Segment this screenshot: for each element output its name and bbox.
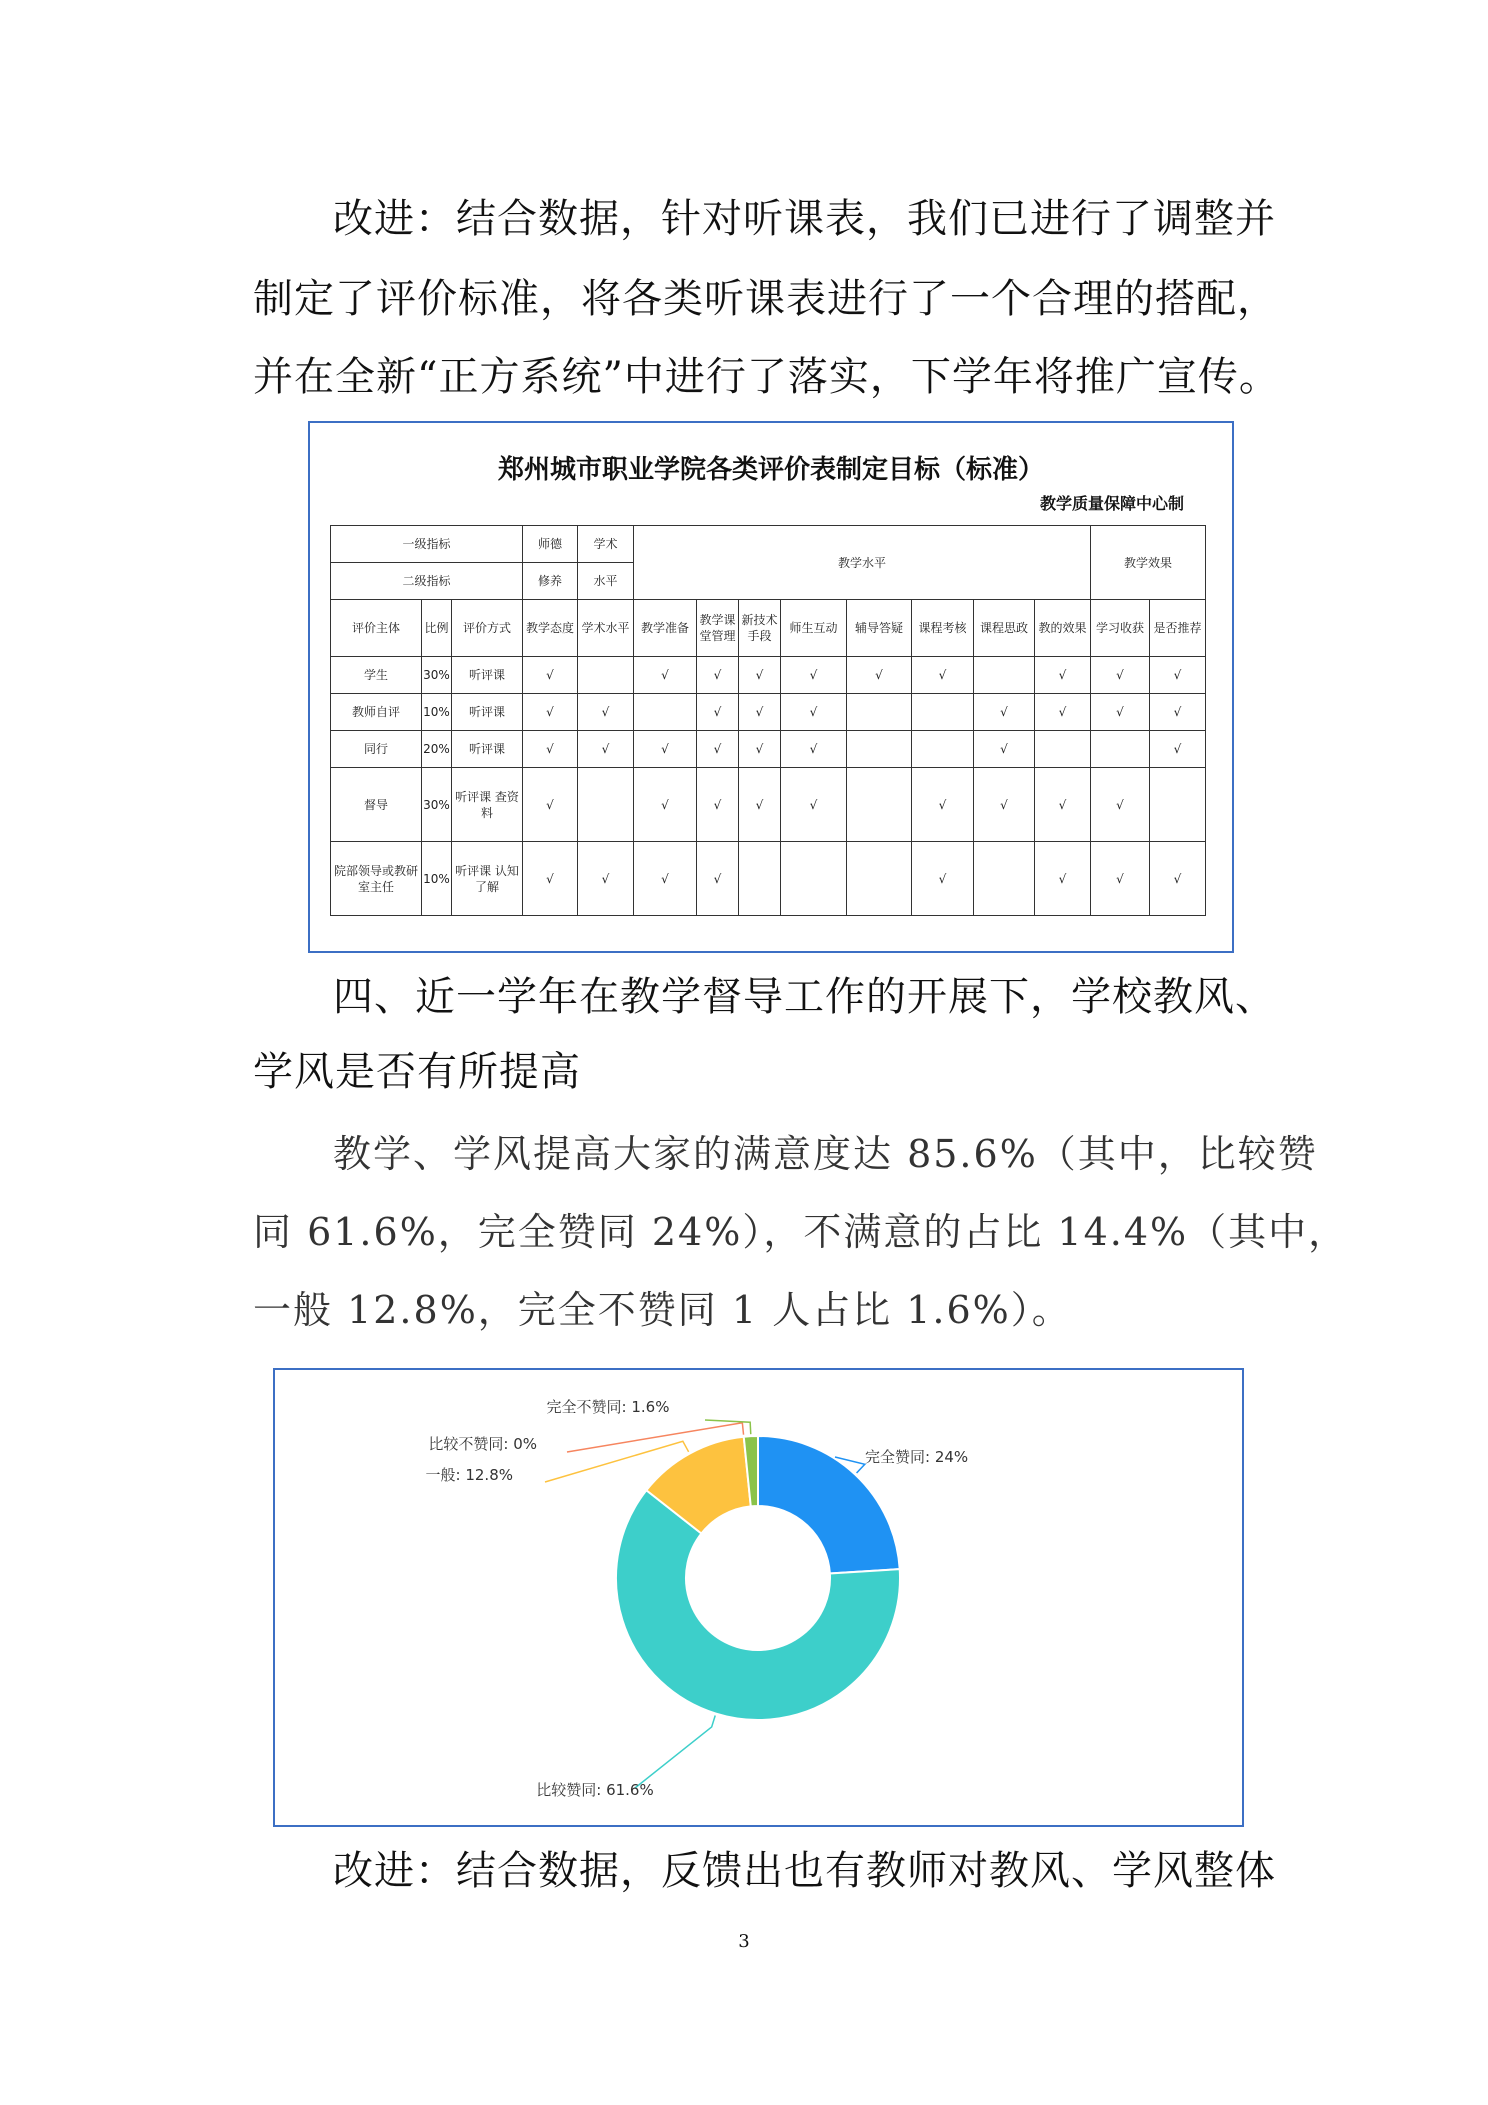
- row-label-cell: 听评课 认知了解: [452, 842, 523, 916]
- table-title: 郑州城市职业学院各类评价表制定目标（标准）: [497, 455, 1044, 485]
- check-cell: √: [974, 731, 1035, 768]
- level1-cell: 师德: [523, 526, 578, 563]
- check-cell: √: [1091, 842, 1150, 916]
- table-body: [331, 657, 1206, 916]
- row-label-cell: 30%: [422, 768, 452, 842]
- slice-label: 比较不赞同: 0%: [428, 1435, 537, 1453]
- check-cell: [578, 657, 634, 694]
- check-cell: √: [781, 731, 847, 768]
- check-cell: √: [578, 842, 634, 916]
- satisfaction-chart-figure: [273, 1368, 1244, 1827]
- check-cell: [974, 842, 1035, 916]
- check-cell: √: [1150, 694, 1206, 731]
- paragraph-line: 并在全新“正方系统”中进行了落实，下学年将推广宣传。: [253, 354, 1280, 400]
- paragraph-line: 改进：结合数据，针对听课表，我们已进行了调整并: [333, 196, 1276, 242]
- check-cell: √: [523, 842, 578, 916]
- header-cell: 辅导答疑: [847, 600, 912, 657]
- check-cell: √: [912, 842, 974, 916]
- row-label-cell: 10%: [422, 694, 452, 731]
- check-cell: √: [578, 694, 634, 731]
- header-cell: 学术水平: [578, 600, 634, 657]
- page-number: 3: [738, 1931, 750, 1952]
- row-label-cell: 30%: [422, 657, 452, 694]
- check-cell: √: [1091, 657, 1150, 694]
- check-cell: √: [739, 731, 781, 768]
- check-cell: √: [739, 694, 781, 731]
- check-cell: [634, 694, 697, 731]
- row-label-cell: 院部领导或教研室主任: [331, 842, 422, 916]
- check-cell: [847, 768, 912, 842]
- check-cell: √: [1091, 768, 1150, 842]
- label-leader-line: [635, 1716, 715, 1788]
- level1-cell: 学术: [578, 526, 634, 563]
- header-cell: 新技术手段: [739, 600, 781, 657]
- check-cell: √: [1150, 731, 1206, 768]
- check-cell: √: [697, 842, 739, 916]
- table-row: [331, 694, 1206, 731]
- table-subtitle: 教学质量保障中心制: [1039, 494, 1184, 513]
- row-label-cell: 听评课: [452, 694, 523, 731]
- table-row: [331, 842, 1206, 916]
- header-cell: 课程思政: [974, 600, 1035, 657]
- check-cell: √: [697, 694, 739, 731]
- check-cell: √: [974, 768, 1035, 842]
- donut-chart: [275, 1370, 1242, 1825]
- check-cell: √: [697, 657, 739, 694]
- check-cell: √: [1150, 842, 1206, 916]
- row-label-cell: 20%: [422, 731, 452, 768]
- check-cell: √: [739, 768, 781, 842]
- check-cell: [578, 768, 634, 842]
- header-cell: 教的效果: [1035, 600, 1091, 657]
- check-cell: √: [523, 731, 578, 768]
- header-cell: 课程考核: [912, 600, 974, 657]
- check-cell: [781, 842, 847, 916]
- check-cell: √: [634, 842, 697, 916]
- level2-cell: 修养: [523, 563, 578, 600]
- header-cell: 教学课堂管理: [697, 600, 739, 657]
- header-cell: 评价主体: [331, 600, 422, 657]
- check-cell: √: [912, 657, 974, 694]
- section-heading: 学风是否有所提高: [253, 1049, 581, 1095]
- row-label-cell: 听评课: [452, 657, 523, 694]
- slice-label: 完全赞同: 24%: [865, 1448, 969, 1466]
- header-cell: 师生互动: [781, 600, 847, 657]
- check-cell: √: [578, 731, 634, 768]
- paragraph-line: 改进：结合数据，反馈出也有教师对教风、学风整体: [333, 1848, 1276, 1894]
- check-cell: √: [634, 731, 697, 768]
- row-label-cell: 同行: [331, 731, 422, 768]
- paragraph-line: 教学、学风提高大家的满意度达 85.6%（其中，比较赞: [333, 1132, 1318, 1176]
- check-cell: √: [634, 657, 697, 694]
- check-cell: [847, 694, 912, 731]
- header-cell: 评价方式: [452, 600, 523, 657]
- check-cell: [847, 842, 912, 916]
- row-label-cell: 教师自评: [331, 694, 422, 731]
- check-cell: √: [523, 694, 578, 731]
- check-cell: √: [781, 768, 847, 842]
- check-cell: √: [974, 694, 1035, 731]
- header-cell: 教学态度: [523, 600, 578, 657]
- check-cell: √: [781, 694, 847, 731]
- check-cell: √: [1035, 842, 1091, 916]
- check-cell: √: [1150, 657, 1206, 694]
- check-cell: [1035, 731, 1091, 768]
- check-cell: √: [1035, 657, 1091, 694]
- level2-label: 二级指标: [331, 563, 523, 600]
- row-label-cell: 10%: [422, 842, 452, 916]
- check-cell: √: [523, 768, 578, 842]
- paragraph-line: 制定了评价标准，将各类听课表进行了一个合理的搭配，: [253, 276, 1278, 322]
- level1-cell: 教学水平: [634, 526, 1091, 600]
- check-cell: √: [523, 657, 578, 694]
- check-cell: √: [912, 768, 974, 842]
- header-cell: 比例: [422, 600, 452, 657]
- slice-label: 完全不赞同: 1.6%: [546, 1398, 670, 1416]
- row-label-cell: 听评课 查资料: [452, 768, 523, 842]
- check-cell: [912, 731, 974, 768]
- header-cell: 教学准备: [634, 600, 697, 657]
- table-row: [331, 731, 1206, 768]
- header-cell: 学习收获: [1091, 600, 1150, 657]
- check-cell: √: [739, 657, 781, 694]
- check-cell: √: [781, 657, 847, 694]
- check-cell: √: [697, 768, 739, 842]
- section-heading: 四、近一学年在教学督导工作的开展下，学校教风、: [333, 974, 1276, 1020]
- slice-label: 比较赞同: 61.6%: [536, 1781, 654, 1799]
- check-cell: √: [634, 768, 697, 842]
- paragraph-line: 同 61.6%，完全赞同 24%），不满意的占比 14.4%（其中，: [253, 1210, 1349, 1254]
- evaluation-table: [330, 525, 1206, 916]
- check-cell: [912, 694, 974, 731]
- evaluation-table-figure: [308, 421, 1234, 953]
- row-label-cell: 学生: [331, 657, 422, 694]
- level2-cell: 水平: [578, 563, 634, 600]
- level1-cell: 教学效果: [1091, 526, 1206, 600]
- row-label-cell: 督导: [331, 768, 422, 842]
- check-cell: [974, 657, 1035, 694]
- level1-label: 一级指标: [331, 526, 523, 563]
- check-cell: [1091, 731, 1150, 768]
- paragraph-line: 一般 12.8%，完全不赞同 1 人占比 1.6%）。: [253, 1288, 1072, 1332]
- check-cell: √: [1091, 694, 1150, 731]
- check-cell: √: [697, 731, 739, 768]
- table-row: [331, 768, 1206, 842]
- check-cell: √: [1035, 694, 1091, 731]
- slice-label: 一般: 12.8%: [425, 1466, 513, 1484]
- check-cell: [1150, 768, 1206, 842]
- check-cell: [847, 731, 912, 768]
- check-cell: [739, 842, 781, 916]
- check-cell: √: [847, 657, 912, 694]
- table-row: [331, 657, 1206, 694]
- row-label-cell: 听评课: [452, 731, 523, 768]
- header-cell: 是否推荐: [1150, 600, 1206, 657]
- check-cell: √: [1035, 768, 1091, 842]
